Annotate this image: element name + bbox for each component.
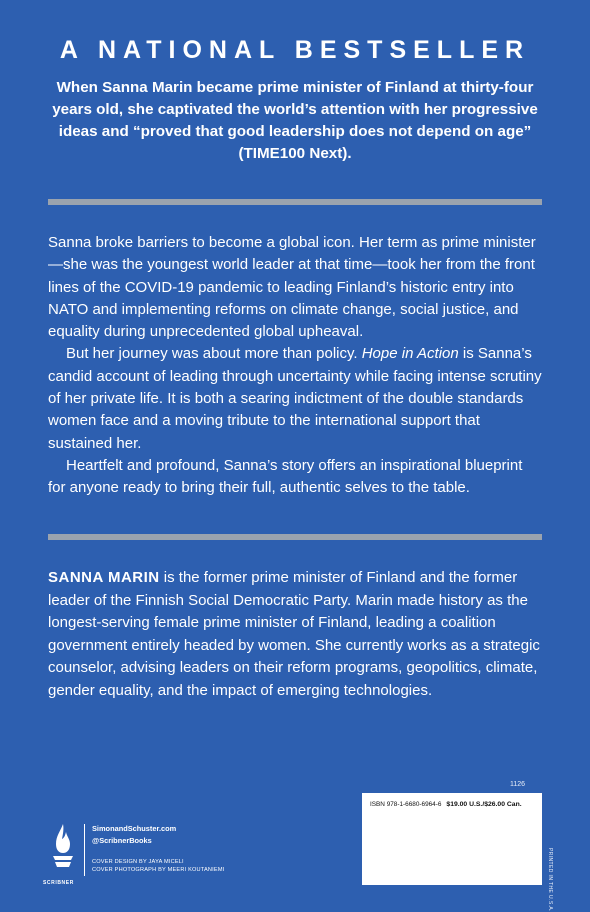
- description-paragraph-2: [48, 343, 544, 454]
- author-name: SANNA MARIN: [48, 569, 160, 586]
- description-paragraph-3: Heartfelt and profound, Sanna’s story offers an inspirational blueprint for anyone ready to bring their full, authentic selves to the table.: [48, 456, 523, 497]
- scribner-flame-icon: [50, 820, 76, 876]
- printed-in: PRINTED IN THE U.S.A.: [547, 848, 553, 912]
- author-bio-text: is the former prime minister of Finland and the former leader of the Finnish Social Democratic Party. Marin made history as the longest-serving female prime minister of Finland, leading a coalition government entirely headed by women. She currently works as a strategic counselor, advising leaders on their reform programs, geopolitics, climate, gender equality, and the impact of emerging technologies.: [48, 569, 540, 699]
- book-title: Hope in Action: [361, 345, 459, 363]
- website: SimonandSchuster.com: [92, 824, 177, 833]
- description: [48, 232, 544, 500]
- author-bio: [48, 567, 544, 702]
- isbn: ISBN 978-1-6680-6964-6: [370, 801, 442, 808]
- headline: A NATIONAL BESTSELLER: [59, 36, 531, 64]
- description-p2-prefix: But her journey was about more than policy.: [66, 345, 362, 363]
- publisher-logo-label: SCRIBNER: [43, 880, 74, 886]
- printer-code: 1126: [510, 781, 526, 788]
- blurb: When Sanna Marin became prime minister of Finland at thirty-four years old, she captivated the world’s attention with her progressive ideas and “proved that good leadership does not depend on age” (TIME100 Next).: [52, 79, 538, 162]
- cover-credits: [92, 858, 224, 874]
- publisher-divider: [84, 824, 85, 876]
- description-p2-rest: is Sanna’s candid account of leading through uncertainty while facing intense scrutiny of her private life. It is both a searing indictment of the double standards women face and a moving tribute to the international support that sustained her.: [48, 345, 542, 452]
- cover-design-credit: COVER DESIGN BY JAYA MICELI: [92, 859, 184, 865]
- cover-photo-credit: COVER PHOTOGRAPH BY MEERI KOUTANIEMI: [92, 867, 225, 873]
- divider-rule-bottom: [48, 534, 542, 540]
- social-handle: @ScribnerBooks: [92, 836, 152, 845]
- price: $19.00 U.S./$26.00 Can.: [446, 801, 522, 808]
- publisher-links: [92, 823, 176, 847]
- isbn-price-line: [370, 801, 536, 808]
- divider-rule-top: [48, 199, 542, 205]
- barcode-box: [362, 793, 542, 885]
- description-paragraph-1: Sanna broke barriers to become a global icon. Her term as prime minister—she was the youngest world leader at that time—took her from the front lines of the COVID-19 pandemic to leading Finland’s historic entry into NATO and implementing reforms on climate change, social justice, and equality during unprecedented global upheaval.: [48, 234, 536, 341]
